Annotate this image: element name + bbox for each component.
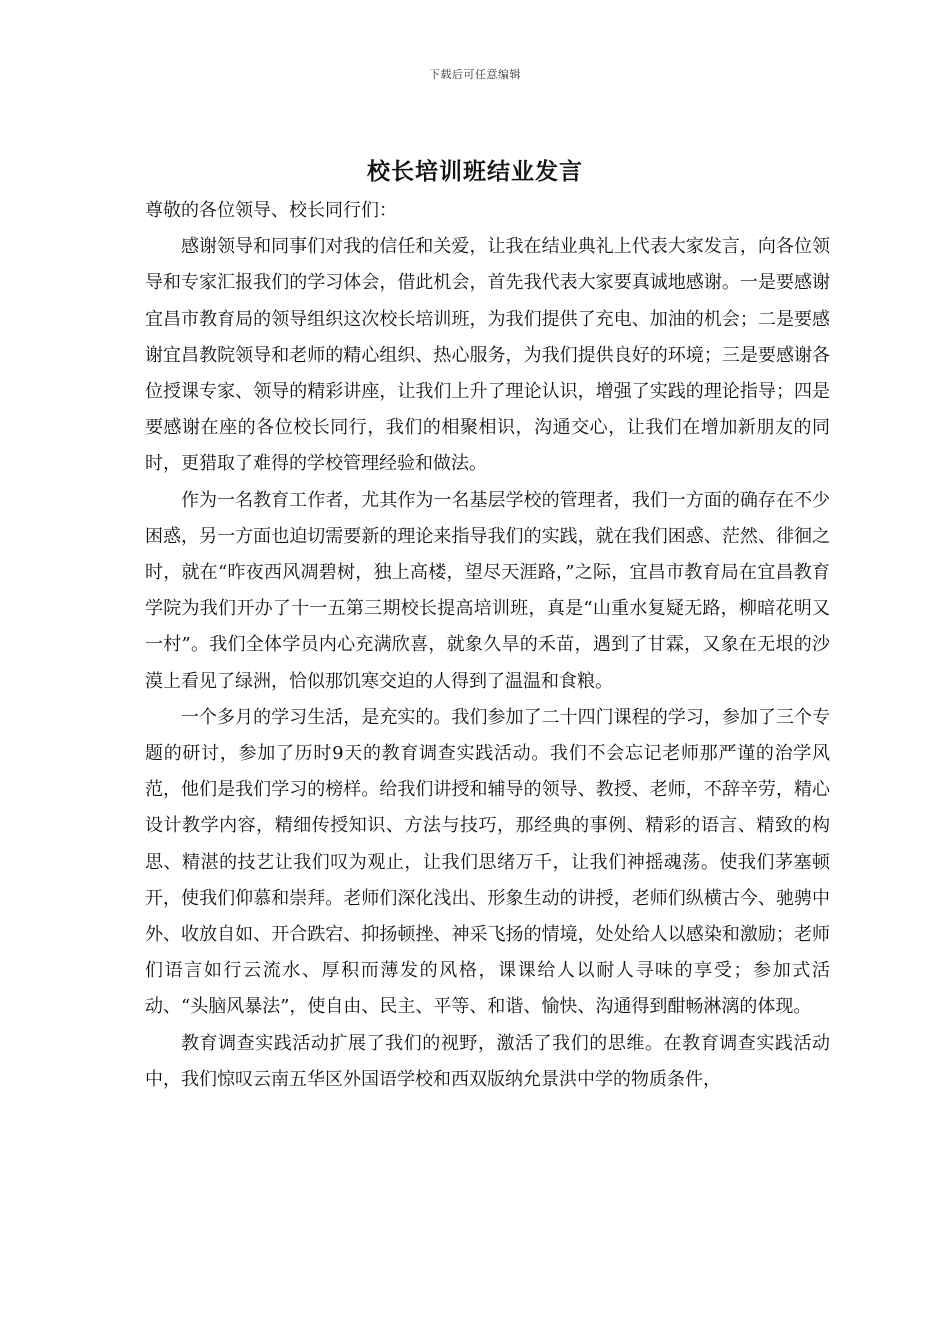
paragraph-1: 感谢领导和同事们对我的信任和关爱，让我在结业典礼上代表大家发言，向各位领导和专家汇报我们的学习体会，借此机会，首先我代表大家要真诚地感谢。一是要感谢宜昌市教育局的领导组织这次校长培训班，为我们提供了充电、加油的机会；二是要感谢宜昌教院领导和老师的精心组织、热心服务，为我们提供良好的环境；三是要感谢各位授课专家、领导的精彩讲座，让我们上升了理论认识，增强了实践的理论指导；四是要感谢在座的各位校长同行，我们的相聚相识，沟通交心，让我们在增加新朋友的同时，更猎取了难得的学校管理经验和做法。 [145, 236, 830, 475]
salutation: 尊敬的各位领导、校长同行们： [145, 200, 397, 221]
paragraph-3: 一个多月的学习生活，是充实的。我们参加了二十四门课程的学习，参加了三个专题的研讨，参加了历时9天的教育调查实践活动。我们不会忘记老师那严谨的治学风范，他们是我们学习的榜样。给我们讲授和辅导的领导、教授、老师，不辞辛劳，精心设计教学内容，精细传授知识、方法与技巧，那经典的事例、精彩的语言、精致的构思、精湛的技艺让我们叹为观止，让我们思绪万千，让我们神摇魂荡。使我们茅塞顿开，使我们仰慕和崇拜。老师们深化浅出、形象生动的讲授，老师们纵横古今、驰骋中外、收放自如、开合跌宕、抑扬顿挫、神采飞扬的情境，处处给人以感染和激励；老师们语言如行云流水、厚积而薄发的风格，课课给人以耐人寻味的享受；参加式活动、“头脑风暴法”，使自由、民主、平等、和谐、愉快、沟通得到酣畅淋漓的体现。 [145, 706, 830, 1018]
document-body [145, 193, 830, 1098]
header-note: 下载后可任意编辑 [429, 68, 521, 81]
paragraph-4: 教育调查实践活动扩展了我们的视野，激活了我们的思维。在教育调查实践活动中，我们惊叹云南五华区外国语学校和西双版纳允景洪中学的物质条件， [145, 1032, 830, 1090]
document-title: 校长培训班结业发言 [367, 158, 583, 185]
paragraph-2: 作为一名教育工作者，尤其作为一名基层学校的管理者，我们一方面的确存在不少困惑，另一方面也迫切需要新的理论来指导我们的实践，就在我们困惑、茫然、徘徊之时，就在“昨夜西风凋碧树，独上高楼，望尽天涯路，”之际，宜昌市教育局在宜昌教育学院为我们开办了十一五第三期校长提高培训班，真是“山重水复疑无路，柳暗花明又一村”。我们全体学员内心充满欣喜，就象久旱的禾苗，遇到了甘霖，又象在无垠的沙漠上看见了绿洲，恰似那饥寒交迫的人得到了温温和食粮。 [145, 489, 830, 692]
